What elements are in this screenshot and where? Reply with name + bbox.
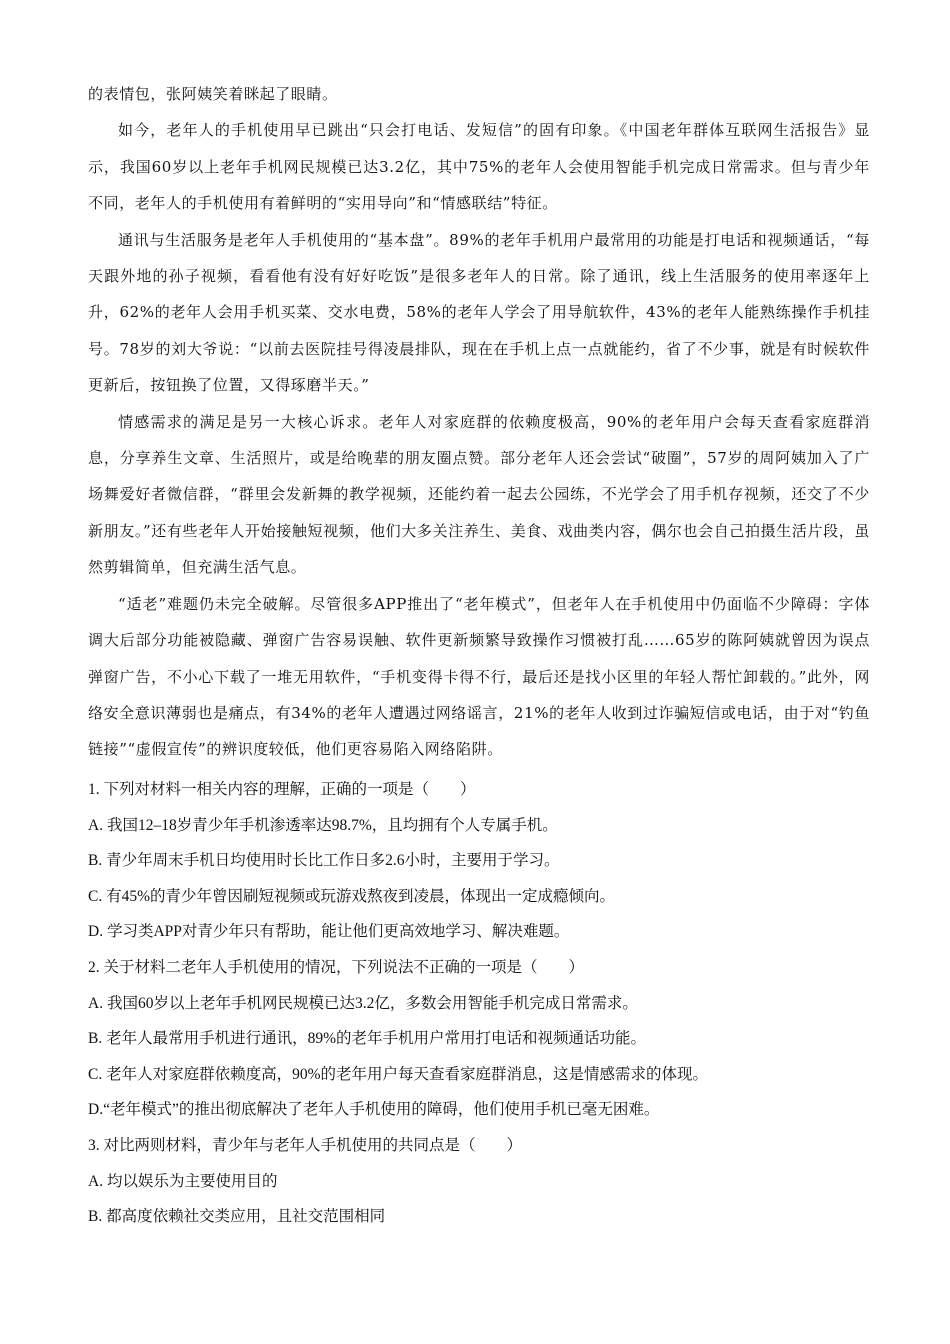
question-option: A. 均以娱乐为主要使用目的 xyxy=(88,1172,278,1190)
passage-paragraph: 如今，老年人的手机使用早已跳出“只会打电话、发短信”的固有印象。《中国老年群体互联网生活报告》显示，我国60岁以上老年手机网民规模已达3.2亿，其中75%的老年人会使用智能手机完成日常需求。但与青少年不同，老年人的手机使用有着鲜明的“实用导向”和“情感联结”特征。 xyxy=(88,121,870,213)
passage-paragraph: 的表情包，张阿姨笑着眯起了眼睛。 xyxy=(88,85,338,103)
question-option: A. 我国60岁以上老年手机网民规模已达3.2亿，多数会用智能手机完成日常需求。 xyxy=(88,994,638,1012)
question-stem: 2. 关于材料二老年人手机使用的情况，下列说法不正确的一项是（ ） xyxy=(88,958,585,976)
reading-passage xyxy=(88,76,870,768)
question-option: C. 有45%的青少年曾因刷短视频或玩游戏熬夜到凌晨，体现出一定成瘾倾向。 xyxy=(88,887,616,905)
question-option: A. 我国12–18岁青少年手机渗透率达98.7%，且均拥有个人专属手机。 xyxy=(88,816,558,834)
question-option: B. 青少年周末手机日均使用时长比工作日多2.6小时，主要用于学习。 xyxy=(88,852,560,870)
passage-paragraph: 通讯与生活服务是老年人手机使用的“基本盘”。89%的老年手机用户最常用的功能是打电话和视频通话，“每天跟外地的孙子视频，看看他有没有好好吃饭”是很多老年人的日常。除了通讯，线上生活服务的使用率逐年上升，62%的老年人会用手机买菜、交水电费，58%的老年人学会了用导航软件，43%的老年人能熟练操作手机挂号。78岁的刘大爷说：“以前去医院挂号得凌晨排队，现在在手机上点一点就能约，省了不少事，就是有时候软件更新后，按钮换了位置，又得琢磨半天。” xyxy=(88,230,870,395)
question-option: C. 老年人对家庭群依赖度高，90%的老年用户每天查看家庭群消息，这是情感需求的体现。 xyxy=(88,1065,709,1083)
question-stem: 3. 对比两则材料，青少年与老年人手机使用的共同点是（ ） xyxy=(88,1136,523,1154)
question-list xyxy=(88,772,870,1235)
passage-paragraph: 情感需求的满足是另一大核心诉求。老年人对家庭群的依赖度极高，90%的老年用户会每天查看家庭群消息，分享养生文章、生活照片，或是给晚辈的朋友圈点赞。部分老年人还会尝试“破圈”，57岁的周阿姨加入了广场舞爱好者微信群，“群里会发新舞的教学视频，还能约着一起去公园练，不光学会了用手机存视频，还交了不少新朋友。”还有些老年人开始接触短视频，他们大多关注养生、美食、戏曲类内容，偶尔也会自己拍摄生活片段，虽然剪辑简单，但充满生活气息。 xyxy=(88,412,870,577)
passage-paragraph: “适老”难题仍未完全破解。尽管很多APP推出了“老年模式”，但老年人在手机使用中仍面临不少障碍：字体调大后部分功能被隐藏、弹窗广告容易误触、软件更新频繁导致操作习惯被打乱……65岁的陈阿姨就曾因为误点弹窗广告，不小心下载了一堆无用软件，“手机变得卡得不行，最后还是找小区里的年轻人帮忙卸载的。”此外，网络安全意识薄弱也是痛点，有34%的老年人遭遇过网络谣言，21%的老年人收到过诈骗短信或电话，由于对“钓鱼链接”“虚假宣传”的辨识度较低，他们更容易陷入网络陷阱。 xyxy=(88,594,870,759)
question-option: D.“老年模式”的推出彻底解决了老年人手机使用的障碍，他们使用手机已毫无困难。 xyxy=(88,1101,660,1119)
question-stem: 1. 下列对材料一相关内容的理解，正确的一项是（ ） xyxy=(88,781,476,798)
question-option: B. 老年人最常用手机进行通讯，89%的老年手机用户常用打电话和视频通话功能。 xyxy=(88,1030,647,1048)
question-option: B. 都高度依赖社交类应用，且社交范围相同 xyxy=(88,1208,386,1226)
question-option: D. 学习类APP对青少年只有帮助，能让他们更高效地学习、解决难题。 xyxy=(88,923,570,941)
